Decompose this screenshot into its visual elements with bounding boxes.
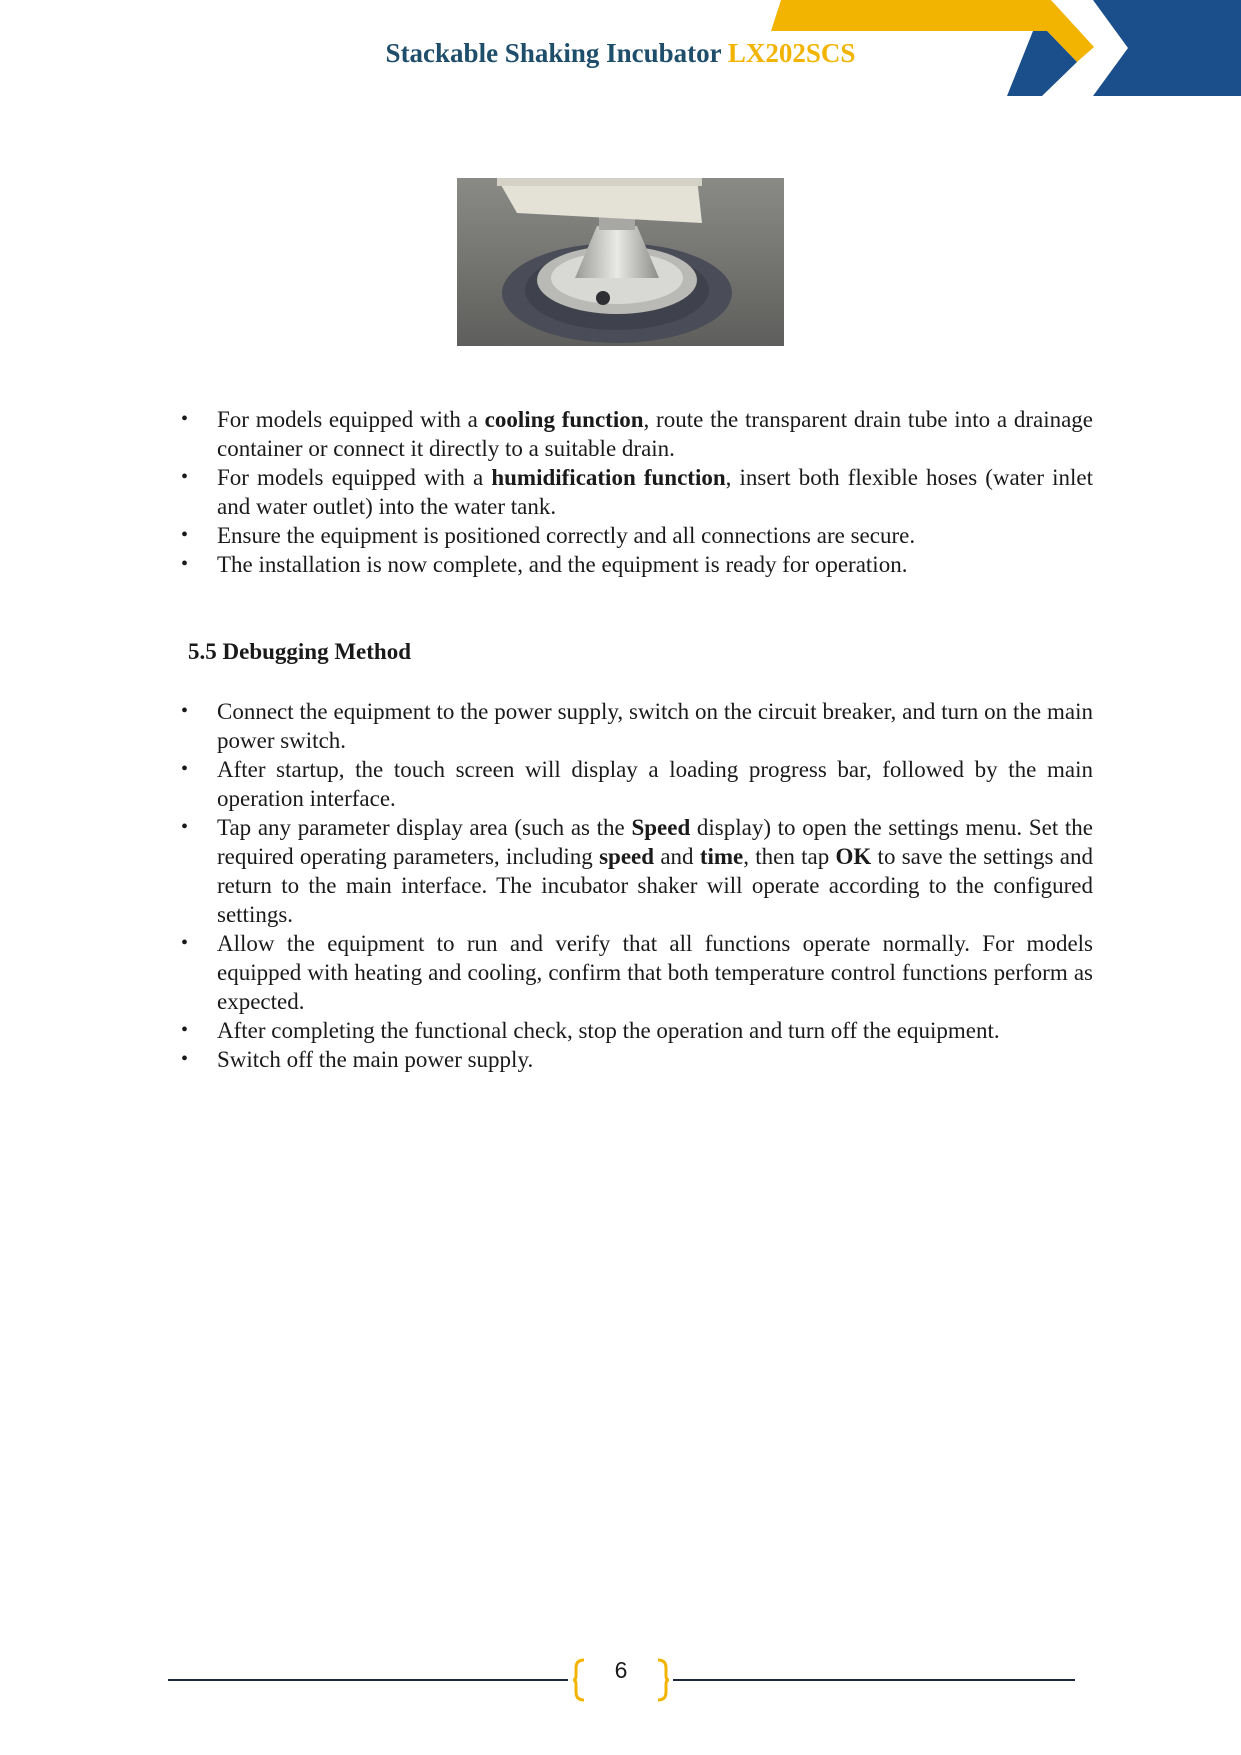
list-item: • After startup, the touch screen will display a loading progress bar, followed by the main operation interface. — [217, 755, 1093, 813]
installation-steps-list — [0, 405, 1241, 579]
footer-divider-right — [673, 1679, 1075, 1681]
leveling-foot-photo — [457, 178, 784, 346]
list-item: • For models equipped with a cooling function, route the transparent drain tube into a drainage container or connect it directly to a suitable drain. — [217, 405, 1093, 463]
model-number: LX202SCS — [727, 38, 856, 68]
footer-divider-left — [168, 1679, 568, 1681]
debugging-steps-list — [0, 697, 1241, 1074]
list-item: • After completing the functional check, stop the operation and turn off the equipment. — [217, 1016, 1093, 1045]
list-item: • The installation is now complete, and the equipment is ready for operation. — [217, 550, 1093, 579]
list-item: • For models equipped with a humidification function, insert both flexible hoses (water inlet and water outlet) into the water tank. — [217, 463, 1093, 521]
list-item: • Ensure the equipment is positioned correctly and all connections are secure. — [217, 521, 1093, 550]
document-title: Stackable Shaking Incubator — [385, 38, 722, 68]
list-item: • Connect the equipment to the power supply, switch on the circuit breaker, and turn on the main power switch. — [217, 697, 1093, 755]
right-brace-icon — [654, 1658, 670, 1702]
section-heading: 5.5 Debugging Method — [188, 639, 411, 664]
page-number: 6 — [614, 1657, 628, 1683]
corner-chevron-decoration — [771, 0, 1241, 100]
list-item: • Tap any parameter display area (such as the Speed display) to open the settings menu. Set the required operating parameters, including speed and time, then tap OK to save the settings and return to the main interface. The incubator shaker will operate according to the configured settings. — [217, 813, 1093, 929]
list-item: • Allow the equipment to run and verify that all functions operate normally. For models equipped with heating and cooling, confirm that both temperature control functions perform as expected. — [217, 929, 1093, 1016]
list-item: • Switch off the main power supply. — [217, 1045, 1093, 1074]
